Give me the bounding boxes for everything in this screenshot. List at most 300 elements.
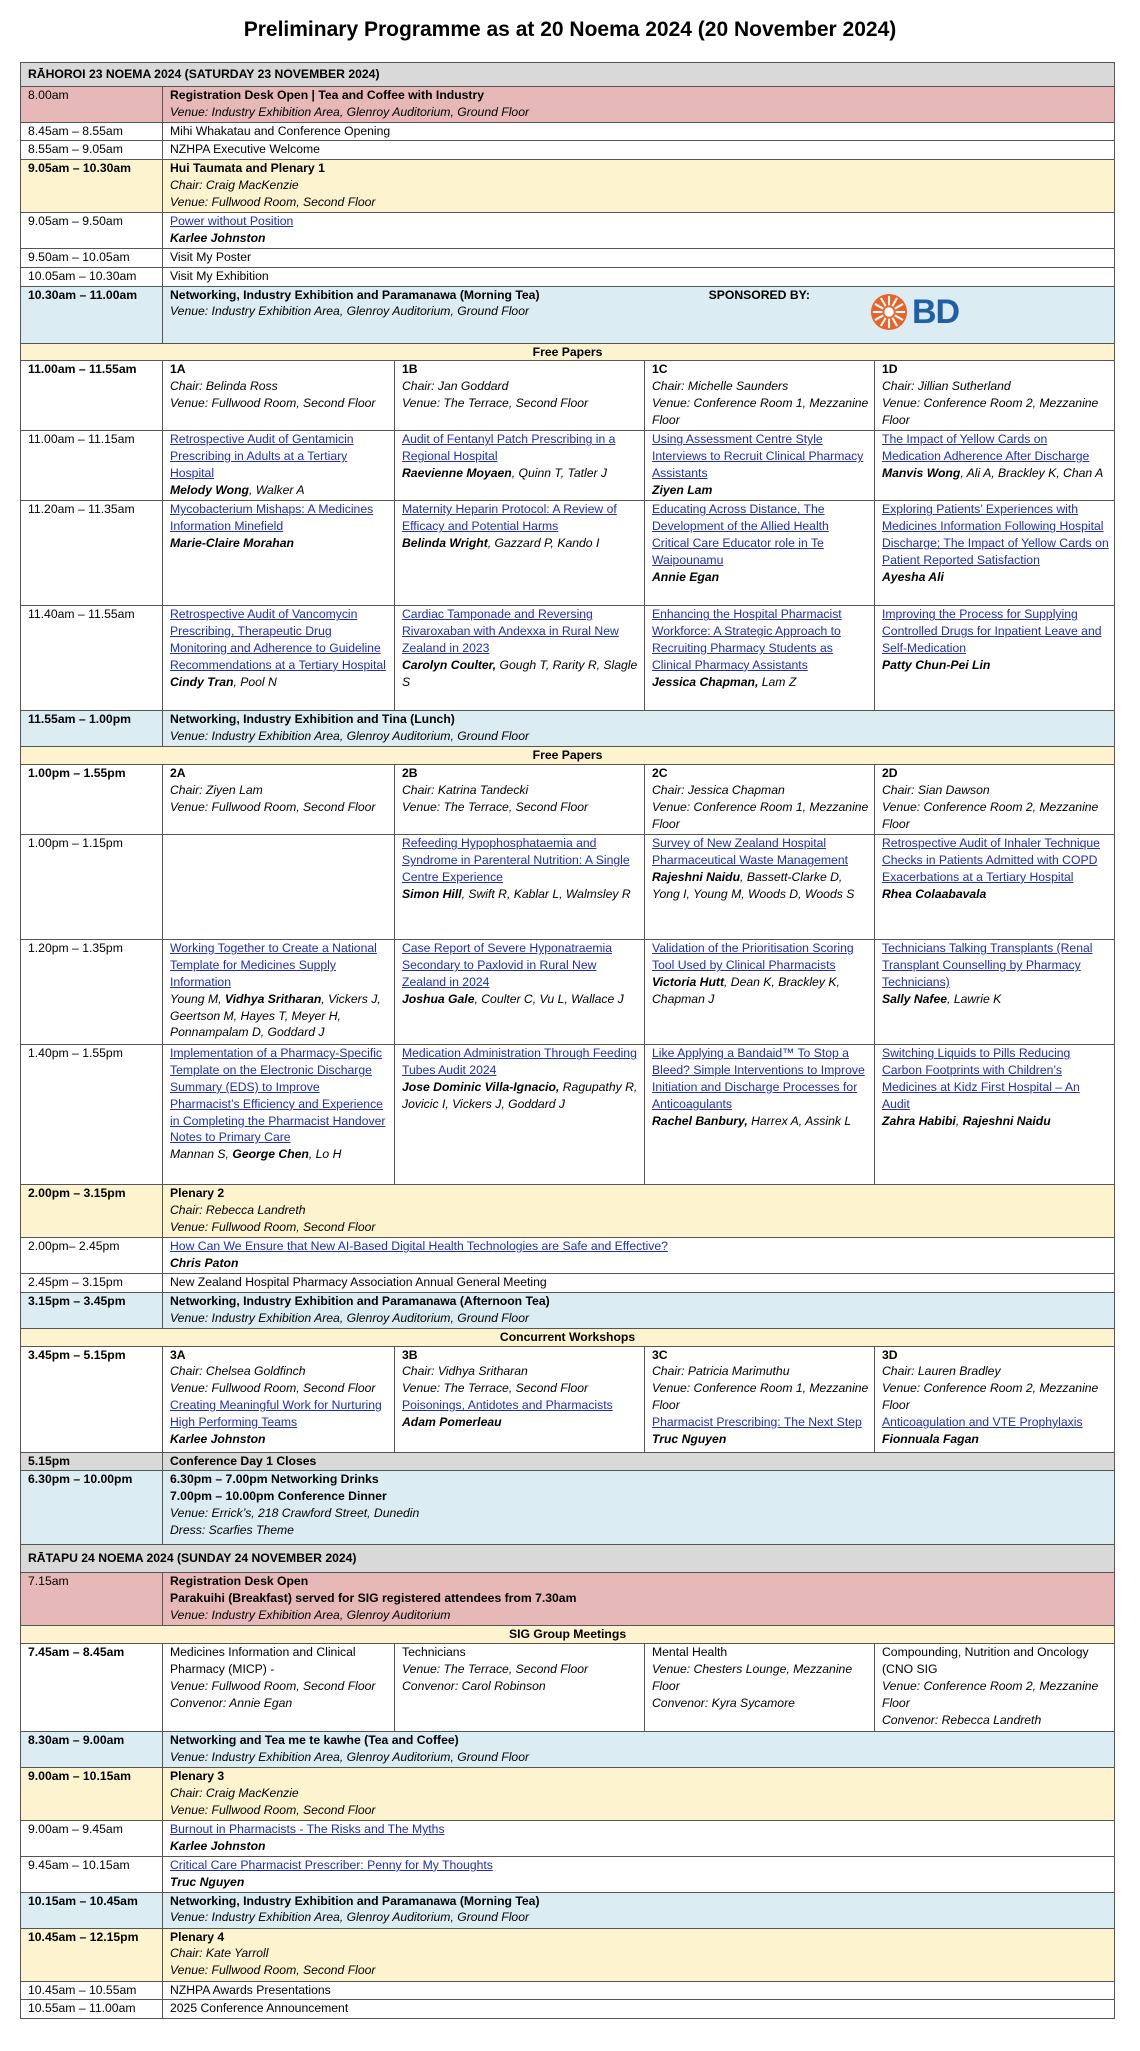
stream-cell	[163, 1045, 395, 1185]
cell-line: Chair: Belinda Ross	[170, 379, 278, 394]
time-cell: 8.45am – 8.55am	[21, 122, 163, 141]
time-cell: 11.00am – 11.55am	[21, 361, 163, 431]
cell-line: Venue: The Terrace, Second Floor	[402, 799, 589, 814]
cell-line: Venue: Conference Room 2, Mezzanine Floor	[882, 799, 1099, 831]
cell-line: Fionnuala Fagan	[882, 1431, 979, 1446]
stream-cell	[395, 431, 645, 501]
cell-line: Conference Day 1 Closes	[170, 1453, 317, 1468]
stream-cell	[875, 1644, 1115, 1732]
time-cell: 2.00pm– 2.45pm	[21, 1238, 163, 1274]
cell-line: Chair: Jillian Sutherland	[882, 379, 1011, 394]
sponsor-label: SPONSORED BY:	[708, 287, 810, 302]
parallel-session-row	[21, 1346, 1115, 1452]
parallel-session-row	[21, 431, 1115, 501]
cell-line: Convenor: Kyra Sycamore	[652, 1695, 795, 1710]
cell-line: Chair: Lauren Bradley	[882, 1364, 1001, 1379]
cell-line	[402, 657, 639, 691]
time-cell: 11.40am – 11.55am	[21, 606, 163, 711]
stream-cell	[163, 361, 395, 431]
stream-cell	[395, 501, 645, 606]
cell-line: Venue: Industry Exhibition Area, Glenroy Auditorium, Ground Floor	[170, 1310, 530, 1325]
author-part: Jessica Chapman,	[652, 674, 759, 689]
cell-line: 3A	[170, 1347, 186, 1362]
stream-cell	[875, 765, 1115, 835]
session-row	[21, 1471, 1115, 1545]
cell-line: Ziyen Lam	[652, 482, 713, 497]
cell-line: Venue: Fullwood Room, Second Floor	[170, 1678, 376, 1693]
stream-cell	[163, 765, 395, 835]
session-link[interactable]: Case Report of Severe Hyponatraemia Secondary to Paxlovid in Rural New Zealand in 2024	[402, 941, 613, 989]
cell-line	[882, 465, 1109, 482]
author-part: Lam Z	[758, 674, 797, 689]
cell-line: Patty Chun-Pei Lin	[882, 657, 991, 672]
section-header-row	[21, 1626, 1115, 1644]
cell-line: Karlee Johnston	[170, 1431, 266, 1446]
time-cell: 10.30am – 11.00am	[21, 286, 163, 343]
cell-line: Venue: Conference Room 2, Mezzanine Floor	[882, 396, 1099, 427]
session-cell	[163, 1768, 1115, 1821]
cell-line: Mental Health	[652, 1645, 728, 1660]
cell-line: 6.30pm – 7.00pm Networking Drinks	[170, 1472, 379, 1487]
session-cell	[163, 1981, 1115, 2000]
session-cell	[163, 1892, 1115, 1928]
session-link[interactable]: Implementation of a Pharmacy-Specific Template on the Electronic Discharge Summary (EDS) to Improve Pharmacist’s Efficiency and Experience in Completing the Pharmacist Handover Notes to Primary Care	[170, 1046, 386, 1145]
session-link[interactable]: Survey of New Zealand Hospital Pharmaceutical Waste Management	[652, 836, 848, 868]
session-row	[21, 711, 1115, 747]
author-part: Young M,	[170, 991, 225, 1006]
session-row	[21, 267, 1115, 286]
stream-cell	[645, 1644, 875, 1732]
cell-line: 1B	[402, 362, 418, 377]
cell-line: Venue: Industry Exhibition Area, Glenroy Auditorium, Ground Floor	[170, 104, 530, 119]
section-header-row	[21, 747, 1115, 765]
session-cell	[163, 213, 1115, 249]
cell-line: Venue: The Terrace, Second Floor	[402, 1381, 589, 1396]
stream-cell	[395, 765, 645, 835]
cell-line: Venue: Fullwood Room, Second Floor	[170, 1381, 376, 1396]
session-link[interactable]: Critical Care Pharmacist Prescriber: Penny for My Thoughts	[170, 1857, 493, 1872]
parallel-session-row	[21, 1644, 1115, 1732]
session-row	[21, 1573, 1115, 1626]
author-part: Ragupathy R, Jovicic I, Vickers J, Goddard J	[402, 1079, 638, 1111]
session-link[interactable]: Creating Meaningful Work for Nurturing High Performing Teams	[170, 1398, 382, 1429]
session-row	[21, 87, 1115, 123]
parallel-session-row	[21, 940, 1115, 1045]
cell-line: Rhea Colaabavala	[882, 886, 987, 901]
cell-line	[402, 886, 639, 903]
cell-line: Chair: Craig MacKenzie	[170, 1786, 299, 1801]
author-part: Cindy Tran	[170, 674, 234, 689]
section-header: Concurrent Workshops	[21, 1328, 1115, 1346]
time-cell: 7.45am – 8.45am	[21, 1644, 163, 1732]
cell-line: 2C	[652, 766, 668, 781]
session-row	[21, 213, 1115, 249]
session-cell	[163, 160, 1115, 213]
programme-table	[20, 62, 1115, 2019]
day-heading: RĀTAPU 24 NOEMA 2024 (SUNDAY 24 NOVEMBER 2024)	[21, 1545, 1115, 1573]
author-part: , Lawrie K	[947, 991, 1002, 1006]
cell-line: Venue: Conference Room 1, Mezzanine Floor	[652, 799, 869, 831]
stream-cell	[645, 1045, 875, 1185]
session-link[interactable]: Cardiac Tamponade and Reversing Rivaroxaban with Andexxa in Rural New Zealand in 2023	[402, 607, 619, 656]
stream-cell	[645, 431, 875, 501]
cell-line: Plenary 2	[170, 1186, 225, 1201]
cell-line: Truc Nguyen	[170, 1874, 245, 1889]
author-part: Rajeshni Naidu	[962, 1113, 1051, 1128]
cell-line: Mihi Whakatau and Conference Opening	[170, 123, 391, 138]
session-cell	[163, 1238, 1115, 1274]
cell-line: Medicines Information and Clinical Pharmacy (MICP) -	[170, 1645, 356, 1677]
time-cell: 9.45am – 10.15am	[21, 1856, 163, 1892]
session-link[interactable]: Poisonings, Antidotes and Pharmacists	[402, 1398, 613, 1413]
cell-line: 1A	[170, 362, 186, 377]
stream-cell	[875, 1045, 1115, 1185]
session-link[interactable]: Retrospective Audit of Inhaler Technique Checks in Patients Admitted with COPD Exacerbations at a Tertiary Hospital	[882, 836, 1100, 884]
cell-line: 7.00pm – 10.00pm Conference Dinner	[170, 1489, 387, 1504]
cell-line	[652, 1113, 869, 1130]
cell-line: Networking, Industry Exhibition and Paramanawa (Morning Tea)	[170, 287, 540, 302]
time-cell: 8.00am	[21, 87, 163, 123]
stream-cell	[645, 606, 875, 711]
author-part: George Chen	[232, 1147, 309, 1162]
author-part: , Swift R, Kablar L, Walmsley R	[461, 886, 631, 901]
session-cell	[163, 248, 1115, 267]
stream-cell	[875, 1346, 1115, 1452]
cell-line: 2D	[882, 766, 898, 781]
stream-cell	[875, 940, 1115, 1045]
time-cell: 3.15pm – 3.45pm	[21, 1292, 163, 1328]
stream-cell	[645, 361, 875, 431]
cell-line: Venue: Errick’s, 218 Crawford Street, Dunedin	[170, 1506, 420, 1521]
author-part: Harrex A, Assink L	[747, 1113, 852, 1128]
cell-line: Chair: Chelsea Goldfinch	[170, 1364, 306, 1379]
cell-line: Karlee Johnston	[170, 1839, 266, 1854]
time-cell: 10.45am – 12.15pm	[21, 1928, 163, 1981]
session-link[interactable]: Enhancing the Hospital Pharmacist Workforce: A Strategic Approach to Recruiting Pharmacy Students as Clinical Pharmacy Assistants	[652, 607, 842, 672]
section-header-row	[21, 343, 1115, 361]
cell-line: 1D	[882, 362, 898, 377]
cell-line	[652, 974, 869, 1008]
author-part: Jose Dominic Villa-Ignacio,	[402, 1079, 560, 1094]
stream-cell	[875, 501, 1115, 606]
cell-line: Karlee Johnston	[170, 231, 266, 246]
session-link[interactable]: Technicians Talking Transplants (Renal Transplant Counselling by Pharmacy Technicians)	[882, 941, 1093, 989]
cell-line	[652, 869, 869, 903]
session-link[interactable]: Refeeding Hypophosphataemia and Syndrome in Parenteral Nutrition: A Single Centre Experience	[402, 836, 630, 884]
cell-line: 1C	[652, 362, 668, 377]
cell-line: Venue: Fullwood Room, Second Floor	[170, 1963, 376, 1978]
session-link[interactable]: Working Together to Create a National Template for Medicines Supply Information	[170, 941, 377, 989]
stream-cell	[163, 1346, 395, 1452]
cell-line: Venue: Conference Room 2, Mezzanine Floor	[882, 1381, 1099, 1413]
cell-line: 3D	[882, 1347, 898, 1362]
cell-line: Venue: Fullwood Room, Second Floor	[170, 799, 376, 814]
parallel-session-row	[21, 1045, 1115, 1185]
time-cell: 8.30am – 9.00am	[21, 1732, 163, 1768]
time-cell: 1.00pm – 1.15pm	[21, 835, 163, 940]
time-cell: 10.15am – 10.45am	[21, 1892, 163, 1928]
author-part: Zahra Habibi	[882, 1113, 956, 1128]
cell-line: Chair: Sian Dawson	[882, 783, 990, 798]
cell-line: Chair: Michelle Saunders	[652, 379, 789, 394]
stream-cell	[163, 1644, 395, 1732]
session-link[interactable]: Like Applying a Bandaid™ To Stop a Bleed? Simple Interventions to Improve Initiation and Discharge Processes for Anticoagulants	[652, 1046, 865, 1111]
time-cell: 9.05am – 10.30am	[21, 160, 163, 213]
time-cell: 1.40pm – 1.55pm	[21, 1045, 163, 1185]
author-part: Melody Wong	[170, 482, 249, 497]
session-row	[21, 1732, 1115, 1768]
cell-line: Truc Nguyen	[652, 1431, 727, 1446]
cell-line: Networking, Industry Exhibition and Tina (Lunch)	[170, 712, 455, 727]
stream-cell	[395, 606, 645, 711]
session-row	[21, 1768, 1115, 1821]
session-row	[21, 1273, 1115, 1292]
session-row	[21, 1452, 1115, 1471]
cell-line: Venue: Industry Exhibition Area, Glenroy Auditorium, Ground Floor	[170, 1910, 530, 1925]
session-link[interactable]: Maternity Heparin Protocol: A Review of Efficacy and Potential Harms	[402, 502, 617, 534]
bd-logo	[870, 293, 959, 331]
session-cell	[163, 286, 1115, 343]
parallel-session-row	[21, 501, 1115, 606]
parallel-session-row	[21, 835, 1115, 940]
session-row	[21, 1821, 1115, 1857]
cell-line: Venue: Fullwood Room, Second Floor	[170, 194, 376, 209]
session-row	[21, 1856, 1115, 1892]
sponsored-session-row	[21, 286, 1115, 343]
cell-line: Chair: Jan Goddard	[402, 379, 509, 394]
section-header: Free Papers	[21, 747, 1115, 765]
session-link[interactable]: Switching Liquids to Pills Reducing Carbon Footprints with Children’s Medicines at Kidz First Hospital – An Audit	[882, 1046, 1080, 1111]
author-part: Manvis Wong	[882, 466, 961, 481]
session-link[interactable]: The Impact of Yellow Cards on Medication Adherence After Discharge	[882, 432, 1090, 464]
author-part: Vidhya Sritharan	[224, 991, 322, 1006]
day-heading-row	[21, 1545, 1115, 1573]
day-heading-row	[21, 63, 1115, 87]
cell-line	[882, 1113, 1109, 1130]
cell-line: Compounding, Nutrition and Oncology (CNO SIG	[882, 1645, 1089, 1677]
cell-line: Plenary 3	[170, 1769, 225, 1784]
cell-line: Venue: Fullwood Room, Second Floor	[170, 396, 376, 411]
session-cell	[163, 1292, 1115, 1328]
session-cell	[163, 1856, 1115, 1892]
stream-cell	[163, 606, 395, 711]
session-link[interactable]: Pharmacist Prescribing: The Next Step	[652, 1414, 862, 1429]
session-row	[21, 1892, 1115, 1928]
author-part: Carolyn Coulter,	[402, 657, 497, 672]
cell-line: Venue: Chesters Lounge, Mezzanine Floor	[652, 1662, 853, 1693]
session-row	[21, 122, 1115, 141]
session-cell	[163, 2000, 1115, 2019]
session-link[interactable]: Improving the Process for Supplying Controlled Drugs for Inpatient Leave and Self-Medication	[882, 607, 1102, 656]
cell-line: Venue: Conference Room 1, Mezzanine Floor	[652, 396, 869, 427]
time-cell: 9.00am – 9.45am	[21, 1821, 163, 1857]
session-row	[21, 1292, 1115, 1328]
time-cell: 9.05am – 9.50am	[21, 213, 163, 249]
session-link[interactable]: Mycobacterium Mishaps: A Medicines Information Minefield	[170, 502, 374, 534]
stream-cell	[395, 940, 645, 1045]
author-part: Rajeshni Naidu	[652, 869, 741, 884]
cell-line: 3B	[402, 1347, 418, 1362]
session-cell	[163, 87, 1115, 123]
cell-line	[652, 674, 869, 691]
cell-line: Adam Pomerleau	[402, 1414, 502, 1429]
cell-line: Annie Egan	[652, 569, 720, 584]
cell-line	[882, 991, 1109, 1008]
author-part: Sally Nafee	[882, 991, 948, 1006]
session-link[interactable]: Educating Across Distance, The Development of the Allied Health Critical Care Educator role in Te Waipounamu	[652, 502, 829, 567]
stream-cell	[645, 940, 875, 1045]
session-cell	[163, 1928, 1115, 1981]
stream-cell	[875, 606, 1115, 711]
author-part: Joshua Gale	[402, 991, 475, 1006]
author-part: Rachel Banbury,	[652, 1113, 748, 1128]
author-part: , Dean K, Brackley K, Chapman J	[652, 974, 840, 1006]
sponsor-block	[709, 287, 1109, 331]
stream-cell	[645, 1346, 875, 1452]
cell-line: 2025 Conference Announcement	[170, 2001, 349, 2016]
cell-line: Technicians	[402, 1645, 466, 1660]
time-cell: 1.00pm – 1.55pm	[21, 765, 163, 835]
cell-line	[170, 674, 389, 691]
cell-line: Convenor: Carol Robinson	[402, 1678, 546, 1693]
session-row	[21, 2000, 1115, 2019]
stream-cell	[875, 431, 1115, 501]
cell-line: Chair: Ziyen Lam	[170, 783, 263, 798]
session-link[interactable]: Exploring Patients’ Experiences with Medicines Information Following Hospital Discharge; The Impact of Yellow Cards on Patient Reported Satisfaction	[882, 502, 1109, 567]
time-cell: 3.45pm – 5.15pm	[21, 1346, 163, 1452]
cell-line: Parakuihi (Breakfast) served for SIG registered attendees from 7.30am	[170, 1591, 577, 1606]
stream-cell	[645, 835, 875, 940]
cell-line: NZHPA Awards Presentations	[170, 1982, 331, 1997]
stream-cell	[645, 765, 875, 835]
time-cell: 10.05am – 10.30am	[21, 267, 163, 286]
session-link[interactable]: Retrospective Audit of Gentamicin Prescribing in Adults at a Tertiary Hospital	[170, 432, 354, 481]
time-cell: 11.55am – 1.00pm	[21, 711, 163, 747]
session-cell	[163, 267, 1115, 286]
time-cell: 9.00am – 10.15am	[21, 1768, 163, 1821]
time-cell: 10.55am – 11.00am	[21, 2000, 163, 2019]
author-part: , Gazzard P, Kando I	[487, 536, 600, 551]
session-link[interactable]: Medication Administration Through Feeding Tubes Audit 2024	[402, 1046, 637, 1078]
session-cell	[163, 1821, 1115, 1857]
session-row	[21, 1238, 1115, 1274]
session-cell	[163, 122, 1115, 141]
cell-line: Ayesha Ali	[882, 569, 944, 584]
page-title: Preliminary Programme as at 20 Noema 2024 (20 November 2024)	[243, 18, 897, 41]
cell-line: New Zealand Hospital Pharmacy Association Annual General Meeting	[170, 1274, 547, 1289]
stream-cell	[875, 361, 1115, 431]
cell-line: Venue: Conference Room 2, Mezzanine Floor	[882, 1678, 1099, 1710]
author-part: Mannan S,	[170, 1147, 233, 1162]
parallel-session-row	[21, 606, 1115, 711]
cell-line: Chair: Vidhya Sritharan	[402, 1364, 528, 1379]
stream-cell	[395, 1346, 645, 1452]
cell-line: Venue: Conference Room 1, Mezzanine Floor	[652, 1381, 869, 1413]
cell-line: Chair: Patricia Marimuthu	[652, 1364, 790, 1379]
cell-line: Chair: Kate Yarroll	[170, 1946, 269, 1961]
cell-line: Venue: Industry Exhibition Area, Glenroy Auditorium, Ground Floor	[170, 729, 530, 744]
parallel-session-row	[21, 361, 1115, 431]
author-part: , Ali A, Brackley K, Chan A	[960, 466, 1104, 481]
cell-line	[170, 1146, 389, 1163]
author-part: ,	[955, 1113, 963, 1128]
cell-line: Hui Taumata and Plenary 1	[170, 161, 325, 176]
cell-line: Chair: Craig MacKenzie	[170, 178, 299, 193]
session-link[interactable]: Burnout in Pharmacists - The Risks and The Myths	[170, 1822, 445, 1837]
time-cell: 5.15pm	[21, 1452, 163, 1471]
session-link[interactable]: Validation of the Prioritisation Scoring Tool Used by Clinical Pharmacists	[652, 941, 854, 973]
session-cell	[163, 711, 1115, 747]
cell-line: Plenary 4	[170, 1929, 225, 1944]
author-part: , Lo H	[308, 1147, 342, 1162]
session-link[interactable]: Retrospective Audit of Vancomycin Prescribing, Therapeutic Drug Monitoring and Adherence to Guideline Recommendations at a Tertiary Hospital	[170, 607, 386, 672]
session-link[interactable]: Power without Position	[170, 214, 294, 229]
session-link[interactable]: Anticoagulation and VTE Prophylaxis	[882, 1414, 1083, 1429]
session-cell	[163, 1573, 1115, 1626]
bd-logo-text: BD	[911, 292, 960, 331]
author-part: , Vickers J, Geertson M, Hayes T, Meyer H, Ponnampalam D, Goddard J	[170, 991, 381, 1040]
session-cell	[163, 1273, 1115, 1292]
stream-cell	[163, 835, 395, 940]
time-cell: 9.50am – 10.05am	[21, 248, 163, 267]
cell-line: Venue: Industry Exhibition Area, Glenroy Auditorium	[170, 1608, 451, 1623]
time-cell: 11.00am – 11.15am	[21, 431, 163, 501]
section-header: Free Papers	[21, 343, 1115, 361]
session-link[interactable]: How Can We Ensure that New AI-Based Digital Health Technologies are Safe and Effective?	[170, 1239, 668, 1254]
cell-line: Chair: Jessica Chapman	[652, 783, 785, 798]
author-part: Victoria Hutt	[652, 974, 724, 989]
cell-line: NZHPA Executive Welcome	[170, 142, 320, 157]
stream-cell	[395, 1644, 645, 1732]
session-cell	[163, 1732, 1115, 1768]
session-cell	[163, 141, 1115, 160]
author-part: , Pool N	[233, 674, 277, 689]
cell-line: Convenor: Rebecca Landreth	[882, 1712, 1042, 1727]
parallel-session-row	[21, 765, 1115, 835]
author-part: , Walker A	[249, 482, 305, 497]
session-cell	[163, 1452, 1115, 1471]
cell-line: Dress: Scarfies Theme	[170, 1522, 294, 1537]
stream-cell	[395, 361, 645, 431]
time-cell: 6.30pm – 10.00pm	[21, 1471, 163, 1545]
session-row	[21, 1928, 1115, 1981]
cell-line	[402, 991, 639, 1008]
author-part: Simon Hill	[402, 886, 462, 901]
cell-line: Convenor: Annie Egan	[170, 1695, 293, 1710]
session-link[interactable]: Audit of Fentanyl Patch Prescribing in a Regional Hospital	[402, 432, 616, 464]
author-part: Raevienne Moyaen	[402, 466, 512, 481]
cell-line: Networking, Industry Exhibition and Paramanawa (Morning Tea)	[170, 1893, 540, 1908]
cell-line: Networking and Tea me te kawhe (Tea and Coffee)	[170, 1733, 459, 1748]
section-header-row	[21, 1328, 1115, 1346]
cell-line	[402, 465, 639, 482]
time-cell: 10.45am – 10.55am	[21, 1981, 163, 2000]
cell-line: Chair: Katrina Tandecki	[402, 783, 529, 798]
cell-line: Networking, Industry Exhibition and Paramanawa (Afternoon Tea)	[170, 1293, 550, 1308]
cell-line: Chris Paton	[170, 1256, 239, 1271]
cell-line: Registration Desk Open	[170, 1574, 309, 1589]
cell-line: Marie-Claire Morahan	[170, 536, 294, 551]
session-cell	[163, 1471, 1115, 1545]
session-link[interactable]: Using Assessment Centre Style Interviews to Recruit Clinical Pharmacy Assistants	[652, 432, 864, 481]
cell-line	[170, 482, 389, 499]
session-cell	[163, 1185, 1115, 1238]
cell-line: Venue: Industry Exhibition Area, Glenroy Auditorium, Ground Floor	[170, 304, 530, 319]
stream-cell	[395, 1045, 645, 1185]
time-cell: 2.45pm – 3.15pm	[21, 1273, 163, 1292]
session-text	[170, 287, 540, 321]
bd-sun-icon	[870, 293, 908, 331]
